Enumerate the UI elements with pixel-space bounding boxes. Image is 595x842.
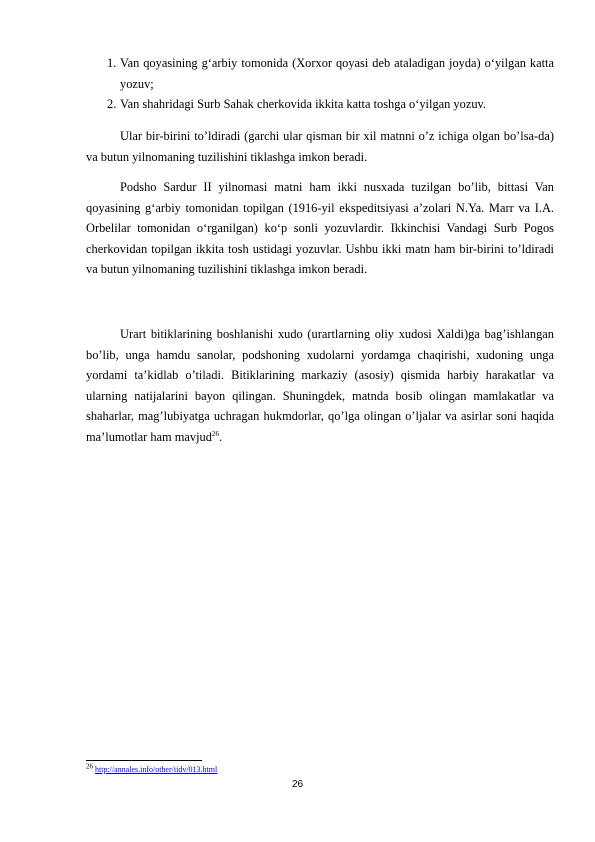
list-item-text: Van shahridagi Surb Sahak cherkovida ikkita katta toshga o‘yilgan yozuv. bbox=[120, 97, 487, 112]
footnote-link[interactable]: http://annales.info/other/iidv/013.html bbox=[95, 765, 218, 774]
paragraph: Podsho Sardur II yilnomasi matni ham ikki nusxada tuzilgan bo’lib, bittasi Van qoyasining g‘arbiy tomonidan topilgan (1916-yil ekspeditsiyasi a’zolari N.Ya. Marr va I.A. Orbelilar tomonidan o‘rganilgan) ko‘p sonli yozuvlardir. Ikkinchisi Vandagi Surb Pogos cherkovidan topilgan ikkita tosh ustidagi yozuvlar. Ushbu ikki matn ham bir-birini to’ldiradi va butun yilnomaning tuzilishini tiklashga imkon beradi. bbox=[86, 180, 554, 277]
footnote-reference[interactable]: 26 bbox=[211, 429, 219, 438]
paragraph: Ular bir-birini to’ldiradi (garchi ular qisman bir xil matnni o’z ichiga olgan bo’lsa-da) va butun yilnomaning tuzilishini tiklashga imkon beradi. bbox=[86, 129, 554, 164]
footnote bbox=[86, 762, 218, 775]
list-item bbox=[86, 94, 554, 115]
paragraph-with-footnote bbox=[86, 324, 554, 448]
list-number: 2. bbox=[107, 97, 117, 112]
page-number: 26 bbox=[291, 779, 304, 790]
paragraph-text: Urart bitiklarining boshlanishi xudo (urartlarning oliy xudosi Xaldi)ga bag’ishlangan bo’lib, unga hamdu sanolar, podshoning xudolarni yordamga chaqirishi, xudoning unga yordami ta’kidlab o’tiladi. Bitiklarining markaziy (asosiy) qismida harbiy harakatlar va ularning natijalarini bayon qilingan. Shuningdek, matnda bosib olingan mamlakatlar va shaharlar, mag’lubiyatga uchragan hukmdorlar, qo’lga olingan o’ljalar va asirlar soni haqida ma’lumotlar ham mavjud bbox=[86, 327, 554, 444]
footnote-number: 26 bbox=[86, 762, 93, 771]
list-number: 1. bbox=[107, 56, 117, 70]
list-item-text: Van qoyasining g‘arbiy tomonida (Xorxor qoyasi deb ataladigan joyda) o‘yilgan katta yozuv; bbox=[120, 56, 554, 91]
footnote-separator bbox=[86, 760, 202, 761]
numbered-list bbox=[86, 53, 554, 115]
list-item bbox=[86, 53, 554, 94]
final-period: . bbox=[218, 429, 223, 444]
